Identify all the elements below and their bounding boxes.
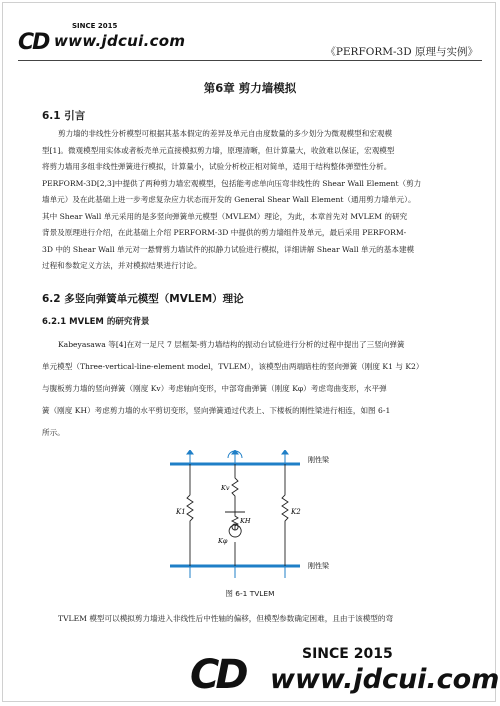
book-title: 《PERFORM-3D 原理与实例》: [325, 46, 478, 58]
section-6-1-paragraph: [42, 126, 462, 275]
para-line: 3D 中的 Shear Wall 单元对一悬臂剪力墙试件的拟静力试验进行模拟，详细讲解 Shear Wall 单元的基本建模: [42, 244, 415, 254]
figure-caption: 图 6-1 TVLEM: [225, 589, 275, 598]
footer-logo-since: SINCE 2015: [302, 646, 393, 662]
para-line: 单元模型（Three-vertical-line-element model，TVLEM），该模型由两端暗柱的竖向弹簧（刚度 K1 与 K2）: [42, 362, 424, 371]
para-line: 墙单元）及在此基础上进一步考虑复杂应力状态而开发的 General Shear Wall Element（通用剪力墙单元）。: [42, 195, 416, 204]
tvlem-figure: [160, 450, 350, 585]
para-line: 所示。: [42, 428, 65, 437]
spring-kv: [232, 464, 238, 512]
para-line: 背景及原理进行介绍，在此基础上介绍 PERFORM-3D 中提供的剪力墙组件及单元，最后采用 PERFORM-: [42, 228, 407, 237]
spring-k2: [282, 464, 288, 566]
label-rigid-bottom: 刚性梁: [308, 562, 329, 570]
footer-logo-url: www.jdcui.com: [270, 664, 500, 695]
label-kv: Kv: [221, 484, 230, 492]
logo-since: SINCE 2015: [72, 22, 118, 30]
label-k1: K1: [176, 508, 186, 516]
para-line: 簧（刚度 KH）考虑剪力墙的水平剪切变形，竖向弹簧通过代表上、下楼板的刚性梁进行相连，如图 6-1: [42, 406, 391, 415]
label-rigid-top: 刚性梁: [308, 456, 329, 464]
load-arrows-bottom: [190, 566, 285, 578]
footer-logo-mark: CD: [190, 652, 245, 698]
para-line: 其中 Shear Wall 单元采用的是多竖向弹簧单元模型（MVLEM）理论，为此，本章首先对 MVLEM 的研究: [42, 211, 408, 221]
para-line: TVLEM 模型可以模拟剪力墙进入非线性后中性轴的偏移，但模型参数确定困难，且由于该模型的弯: [58, 614, 394, 623]
section-6-2-heading: 6.2 多竖向弹簧单元模型（MVLEM）理论: [42, 293, 244, 305]
para-line: 将剪力墙用多组非线性弹簧进行模拟，计算量小，试验分析校正相对简单，适用于结构整体弹塑性分析。: [42, 162, 392, 171]
para-line: 剪力墙的非线性分析模型可根据其基本假定的差异及单元自由度数量的多少划分为微观模型和宏观模: [58, 129, 393, 138]
section-6-2-1-heading: 6.2.1 MVLEM 的研究背景: [42, 317, 150, 327]
label-k2: K2: [291, 508, 301, 516]
label-kh: KH: [240, 517, 251, 525]
header-logo: [18, 22, 218, 62]
load-arrows-top: [187, 450, 295, 464]
footer-logo: [190, 646, 500, 702]
para-line: Kabeyasawa 等[4]在对一足尺 7 层框架-剪力墙结构的振动台试验进行分析的过程中提出了三竖向弹簧: [58, 340, 405, 349]
para-line: PERFORM-3D[2,3]中提供了两种剪力墙宏观模型，包括能考虑单向压弯非线性的 Shear Wall Element（剪力: [42, 178, 422, 188]
spring-kphi: [229, 524, 241, 566]
chapter-title: 第6章 剪力墙模拟: [203, 81, 297, 95]
header-rule: [18, 60, 482, 61]
logo-url: www.jdcui.com: [54, 32, 186, 50]
para-line: 过程和参数定义方法，并对模拟结果进行讨论。: [42, 261, 202, 270]
para-line: 型[1]。微观模型用实体或者板壳单元直接模拟剪力墙，原理清晰，但计算量大，收敛难以保证，宏观模型: [42, 145, 395, 155]
para-line: 与腹板剪力墙的竖向弹簧（刚度 Kv）考虑轴向变形，中部弯曲弹簧（刚度 Kφ）考虑弯曲变形，水平弹: [42, 384, 387, 393]
last-paragraph: [42, 611, 462, 628]
logo-mark: CD: [18, 30, 49, 55]
spring-k1: [187, 464, 193, 566]
label-kphi: Kφ: [218, 537, 228, 545]
section-6-1-heading: 6.1 引言: [42, 110, 86, 122]
section-6-2-1-paragraph: [42, 334, 462, 444]
